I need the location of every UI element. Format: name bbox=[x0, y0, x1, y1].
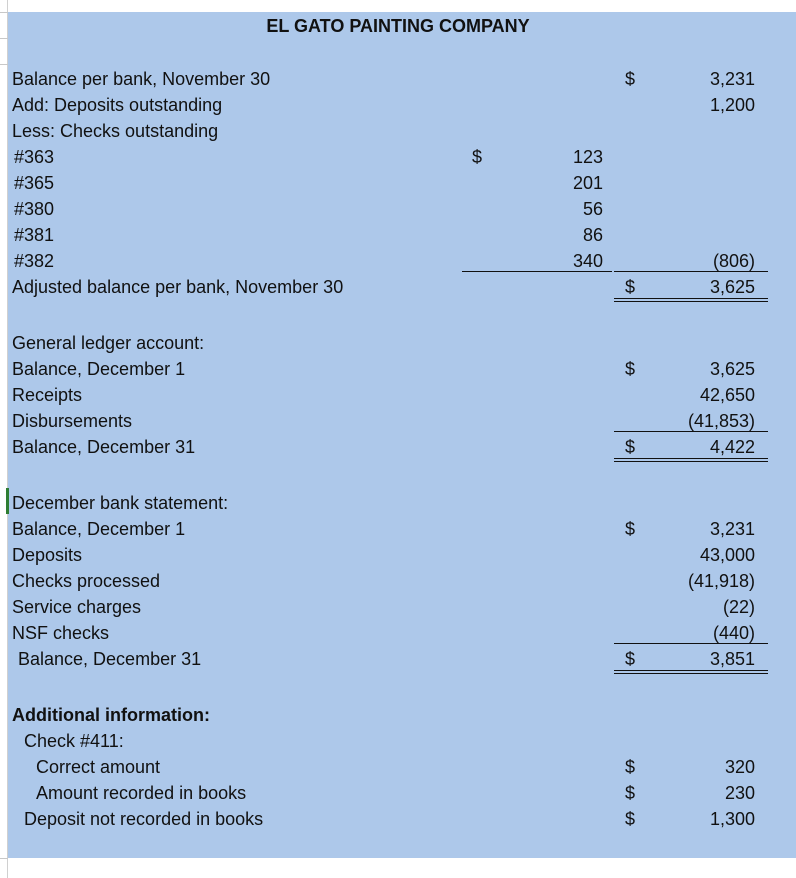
row-gridline bbox=[0, 12, 8, 13]
double-underline bbox=[614, 673, 768, 674]
check-amount: 56 bbox=[582, 199, 603, 219]
deposits-outstanding-value: 1,200 bbox=[709, 95, 755, 115]
company-title: EL GATO PAINTING COMPANY bbox=[266, 16, 530, 36]
ledger-row-label: Disbursements bbox=[12, 411, 133, 431]
additional-row-value: 230 bbox=[724, 783, 755, 803]
row-gridline bbox=[0, 858, 8, 859]
dollar-sign: $ bbox=[472, 147, 483, 167]
statement-row-value: 3,231 bbox=[709, 519, 755, 539]
bank-balance-value: 3,231 bbox=[709, 69, 755, 89]
ledger-row-value: 42,650 bbox=[699, 385, 755, 405]
subtotal-underline bbox=[614, 643, 768, 644]
ledger-row-label: Receipts bbox=[12, 385, 83, 405]
additional-row-label: Correct amount bbox=[36, 757, 161, 777]
additional-row-value: 320 bbox=[724, 757, 755, 777]
dollar-sign: $ bbox=[625, 519, 636, 539]
double-underline bbox=[614, 298, 768, 299]
double-underline bbox=[614, 461, 768, 462]
dollar-sign: $ bbox=[625, 359, 636, 379]
check-amount: 86 bbox=[582, 225, 603, 245]
statement-row-label: Balance, December 1 bbox=[12, 519, 186, 539]
row-gridline bbox=[0, 38, 8, 39]
additional-row-value: 1,300 bbox=[709, 809, 755, 829]
dollar-sign: $ bbox=[625, 757, 636, 777]
statement-row-value: 43,000 bbox=[699, 545, 755, 565]
check-411-label: Check #411: bbox=[24, 731, 124, 751]
dollar-sign: $ bbox=[625, 783, 636, 803]
check-number: #382 bbox=[14, 251, 55, 271]
adjusted-balance-value: 3,625 bbox=[709, 277, 755, 297]
cell-cursor bbox=[6, 488, 9, 514]
check-amount: 340 bbox=[572, 251, 603, 271]
row-gridline bbox=[0, 64, 8, 65]
bank-balance-label: Balance per bank, November 30 bbox=[12, 69, 271, 89]
check-number: #363 bbox=[14, 147, 55, 167]
check-number: #380 bbox=[14, 199, 55, 219]
double-underline bbox=[614, 301, 768, 302]
checks-outstanding-label: Less: Checks outstanding bbox=[12, 121, 219, 141]
subtotal-underline bbox=[614, 271, 768, 272]
double-underline bbox=[614, 458, 768, 459]
statement-row-value: (22) bbox=[722, 597, 755, 617]
dollar-sign: $ bbox=[625, 277, 636, 297]
statement-row-value: 3,851 bbox=[709, 649, 755, 669]
subtotal-underline bbox=[614, 431, 768, 432]
check-amount: 123 bbox=[572, 147, 603, 167]
ledger-row-value: (41,853) bbox=[687, 411, 755, 431]
dollar-sign: $ bbox=[625, 649, 636, 669]
ledger-row-value: 3,625 bbox=[709, 359, 755, 379]
dollar-sign: $ bbox=[625, 69, 636, 89]
dollar-sign: $ bbox=[625, 809, 636, 829]
statement-heading: December bank statement: bbox=[12, 493, 229, 513]
dollar-sign: $ bbox=[625, 437, 636, 457]
statement-row-label: Balance, December 31 bbox=[18, 649, 202, 669]
statement-row-label: Service charges bbox=[12, 597, 142, 617]
deposits-outstanding-label: Add: Deposits outstanding bbox=[12, 95, 223, 115]
statement-row-value: (440) bbox=[712, 623, 755, 643]
adjusted-balance-label: Adjusted balance per bank, November 30 bbox=[12, 277, 344, 297]
statement-row-label: NSF checks bbox=[12, 623, 110, 643]
additional-heading: Additional information: bbox=[12, 705, 210, 725]
ledger-heading: General ledger account: bbox=[12, 333, 205, 353]
statement-row-label: Deposits bbox=[12, 545, 83, 565]
ledger-row-label: Balance, December 1 bbox=[12, 359, 186, 379]
statement-row-value: (41,918) bbox=[687, 571, 755, 591]
subtotal-underline bbox=[462, 271, 612, 272]
check-number: #365 bbox=[14, 173, 55, 193]
additional-row-label: Amount recorded in books bbox=[36, 783, 247, 803]
additional-row-label: Deposit not recorded in books bbox=[24, 809, 264, 829]
checks-total-value: (806) bbox=[712, 251, 755, 271]
double-underline bbox=[614, 670, 768, 671]
ledger-row-label: Balance, December 31 bbox=[12, 437, 196, 457]
ledger-row-value: 4,422 bbox=[709, 437, 755, 457]
check-amount: 201 bbox=[572, 173, 603, 193]
statement-row-label: Checks processed bbox=[12, 571, 161, 591]
check-number: #381 bbox=[14, 225, 55, 245]
